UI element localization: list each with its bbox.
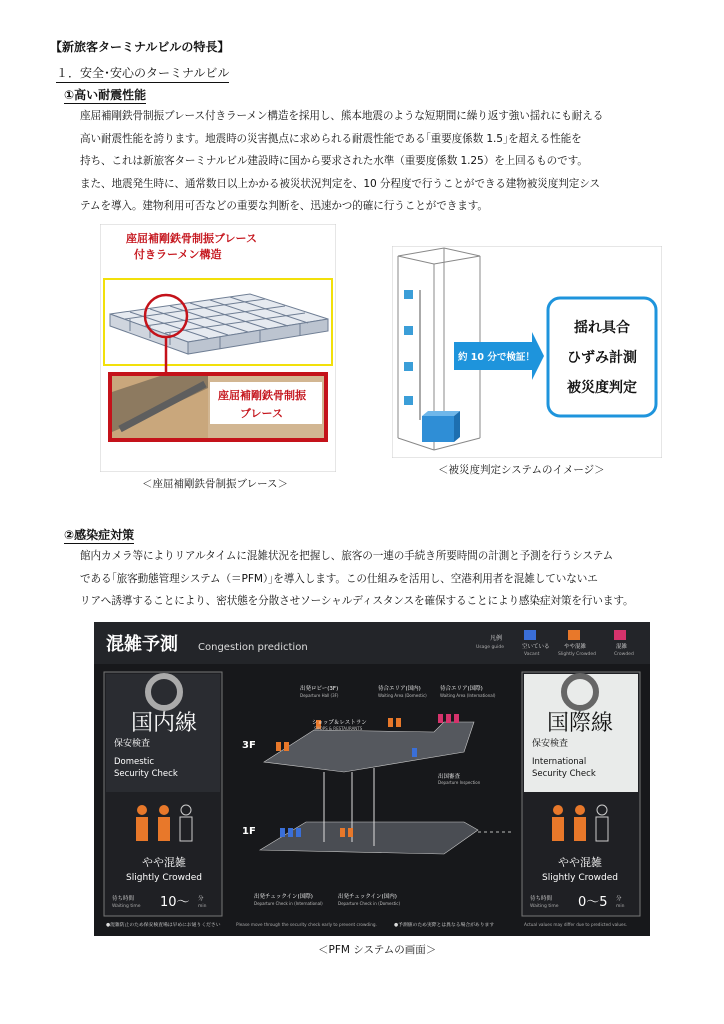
international-wait-value: 0～5 [578,895,608,910]
domestic-wait-unit-en: min [198,904,207,909]
pfm-title-jp: 混雑予測 [106,634,178,655]
domestic-status-en: Slightly Crowded [126,873,202,883]
footer-note-right-en: Actual values may differ due to predicted values. [524,922,628,927]
footer-note-left: ●混雑防止のため保安検査場は早めにお通りください [106,923,221,928]
paragraph-line: である｢旅客動態管理システム（＝PFM）｣を導入します。この仕組みを活用し、空港利用者を混雑していないエ [80,572,598,585]
brace-structure-figure [100,224,336,472]
footer-note-left-en: Please move through the security check early to prevent crowding. [236,922,377,927]
domestic-wait-label-en: Waiting time [112,904,141,909]
figure-caption-damage: ＜被災度判定システムのイメージ＞ [438,464,605,476]
domestic-en-line2: Security Check [114,769,178,779]
map-checkin-intl-label-en: Departure Check in (International) [254,901,323,906]
paragraph-line: 高い耐震性能を誇ります。地震時の災害拠点に求められる耐震性能である｢重要度係数 1.5｣を超える性能を [80,132,582,145]
legend-icon-crowded [614,630,626,640]
international-en-line2: Security Check [532,769,596,779]
map-lobby-label-en: Departure Hall (3F) [300,693,339,698]
international-check-label: 保安検査 [532,739,569,749]
result-line-shaking: 揺れ具合 [574,320,630,336]
international-panel [522,672,640,916]
sensor-cube [404,362,413,371]
map-checkin-dom-label: 出発チェックイン(国内) [338,894,397,900]
international-wait-label-en: Waiting time [530,904,559,909]
legend-icon-vacant [524,630,536,640]
map-inspect-label-en: Departure Inspection [438,780,481,785]
arrow-label: 約 10 分で検証！ [458,352,535,363]
figure-caption-brace: ＜座屈補剛鉄骨制振ブレース＞ [142,478,289,490]
brace-label-bottom-line1: 座屈補剛鉄骨制振 [218,389,306,402]
domestic-wait-unit: 分 [198,896,204,902]
map-wait-dom-label: 待合エリア(国内) [378,686,421,692]
paragraph-line: テムを導入。建物利用可否などの重要な判断を、迅速かつ的確に行うことができます。 [80,200,488,212]
map-shop-label-en: SHOPS & RESTAURANTS [314,726,363,731]
domestic-panel [104,672,222,916]
brace-label-top-line1: 座屈補剛鉄骨制振ブレース [126,232,258,245]
legend-title: 凡例 [490,635,503,642]
domestic-status-jp: やや混雑 [142,856,186,869]
international-status-jp: やや混雑 [558,856,602,869]
map-checkin-intl-label: 出発チェックイン(国際) [254,894,313,900]
international-status-en: Slightly Crowded [542,873,618,883]
paragraph-line: 館内カメラ等によりリアルタイムに混雑状況を把握し、旅客の一連の手続き所要時間の計測と予測を行うシステム [80,550,614,562]
map-checkin-dom-label-en: Departure Check in (Domestic) [338,901,401,906]
infection-paragraph [80,545,680,613]
sensor-cube [404,290,413,299]
legend-vacant-en: Vacant [524,652,540,657]
footer-note-right: ●予測値のため実際とは異なる場合があります [394,923,495,928]
map-wait-intl-label-en: Waiting Area (International) [440,693,496,698]
figure-caption-pfm: ＜PFM システムの画面＞ [318,944,437,956]
map-lobby-label: 出発ロビー(3F) [300,686,339,692]
international-wait-label: 待ち時間 [530,896,553,902]
floor-1f-label: 1F [242,826,256,837]
map-shop-label: ショップ＆レストラン [312,720,367,726]
paragraph-line: リアへ誘導することにより、密状態を分散させソーシャルディスタンスを確保することにより感染症対策を行います。 [80,595,634,607]
pfm-screen [94,622,650,936]
server-box-top [422,411,460,416]
legend-vacant-jp: 空いている [522,644,550,650]
domestic-en-line1: Domestic [114,757,155,767]
sensor-cube [404,396,413,405]
brace-label-top-line2: 付きラーメン構造 [134,248,222,261]
section-title: １．安全･安心のターミナルビル [56,64,229,83]
legend-icon-slightly-crowded [568,630,580,640]
subsection-title-infection: ②感染症対策 [64,528,135,542]
result-line-damage: 被災度判定 [567,380,637,396]
legend-title-en: Usage guide [476,645,505,650]
international-wait-unit: 分 [616,896,622,902]
paragraph-line: 座屈補剛鉄骨制振ブレース付きラーメン構造を採用し、熊本地震のような短期間に繰り返す強い揺れにも耐える [80,110,604,122]
map-wait-intl-label: 待合エリア(国際) [440,686,483,692]
international-name: 国際線 [546,711,614,736]
map-inspect-label: 出国審査 [438,774,461,780]
server-box-side [454,411,460,442]
legend-slightly-en: Slightly Crowded [558,652,596,657]
map-wait-dom-label-en: Waiting Area (Domestic) [378,693,427,698]
server-box [422,416,454,442]
damage-judgment-figure [392,246,662,458]
earthquake-paragraph [80,105,680,218]
pfm-title-en: Congestion prediction [198,642,308,653]
brace-label-bottom-line2: ブレース [240,407,284,420]
legend-crowded-en: Crowded [614,652,634,657]
domestic-name: 国内線 [130,711,198,736]
domestic-check-label: 保安検査 [114,739,151,749]
legend-slightly-jp: やや混雑 [564,644,587,650]
floor-3f-label: 3F [242,740,256,751]
document-heading: 【新旅客ターミナルビルの特長】 [50,40,230,54]
legend-crowded-jp: 混雑 [616,644,628,650]
domestic-wait-value: 10～ [160,895,190,910]
result-line-strain: ひずみ計測 [567,350,637,366]
international-en-line1: International [532,757,587,767]
paragraph-line: また、地震発生時に、通常数日以上かかる被災状況判定を、10 分程度で行うことができる建物被災度判定シス [80,177,600,190]
domestic-wait-label: 待ち時間 [112,896,135,902]
subsection-title-earthquake: ①高い耐震性能 [64,88,147,102]
international-wait-unit-en: min [616,904,625,909]
sensor-cube [404,326,413,335]
paragraph-line: 持ち、これは新旅客ターミナルビル建設時に国から要求された水準（重要度係数 1.25）を上回るものです。 [80,155,588,167]
